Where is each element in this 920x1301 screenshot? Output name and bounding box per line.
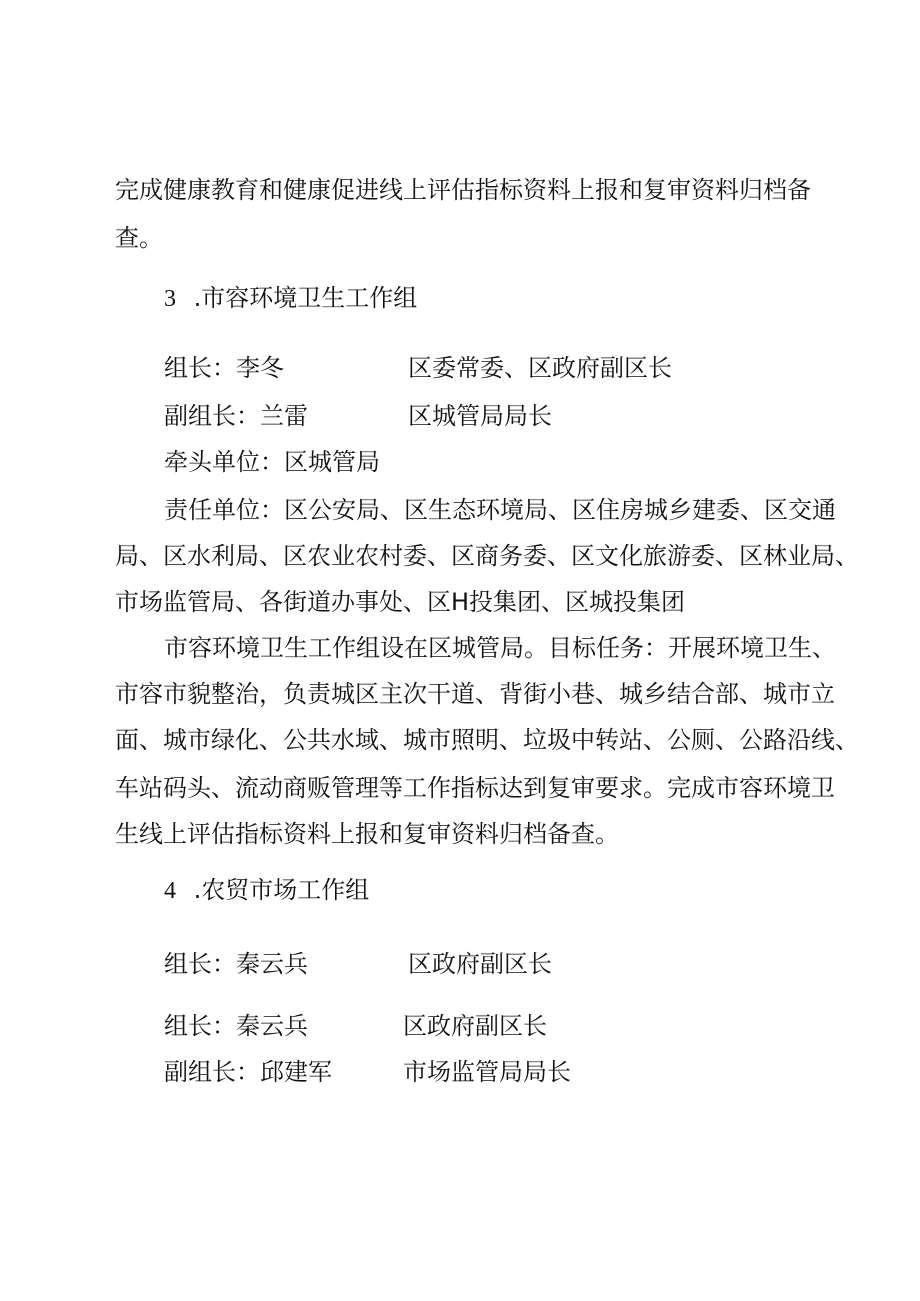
section-3-task-line-3: 面、城市绿化、公共水域、城市照明、垃圾中转站、公厕、公路沿线、 xyxy=(115,726,859,754)
section-3-task-line-2: 市容市貌整治，负责城区主次干道、背街小巷、城乡结合部、城市立 xyxy=(115,680,835,708)
section-3-task-line-5: 生线上评估指标资料上报和复审资料归档备查。 xyxy=(115,820,619,848)
section-3-deputy-label: 副组长：兰雷 xyxy=(164,402,308,430)
section-3-deputy-title: 区城管局局长 xyxy=(408,402,552,430)
intro-line-1: 完成健康教育和健康促进线上评估指标资料上报和复审资料归档备 xyxy=(115,176,811,204)
section-4-deputy-title: 市场监管局局长 xyxy=(403,1058,571,1086)
section-4-heading xyxy=(164,874,369,907)
section-4-leader-2-label: 组长：秦云兵 xyxy=(164,1012,308,1040)
section-3-heading xyxy=(164,282,417,315)
section-3-resp-line-3: 市场监管局、各街道办事处、区H投集团、区城投集团 xyxy=(115,588,686,616)
section-4-title: .农贸市场工作组 xyxy=(193,876,370,904)
section-3-task-line-1: 市容环境卫生工作组设在区城管局。目标任务：开展环境卫生、 xyxy=(164,634,836,662)
section-3-leader-label: 组长：李冬 xyxy=(164,354,284,382)
section-3-resp-line-2: 局、区水利局、区农业农村委、区商务委、区文化旅游委、区林业局、 xyxy=(115,542,859,570)
section-3-leader-title: 区委常委、区政府副区长 xyxy=(408,354,672,382)
section-4-deputy-label: 副组长：邱建军 xyxy=(164,1058,332,1086)
section-3-task-line-4: 车站码头、流动商贩管理等工作指标达到复审要求。完成市容环境卫 xyxy=(115,774,835,802)
section-3-lead-unit: 牵头单位：区城管局 xyxy=(164,448,380,476)
section-4-number: 4 xyxy=(164,878,176,904)
section-4-leader-1-title: 区政府副区长 xyxy=(408,950,552,978)
section-4-leader-1-label: 组长：秦云兵 xyxy=(164,950,308,978)
section-3-number: 3 xyxy=(164,286,176,312)
section-3-title: .市容环境卫生工作组 xyxy=(193,284,418,312)
section-4-leader-2-title: 区政府副区长 xyxy=(403,1012,547,1040)
section-3-resp-line-1: 责任单位：区公安局、区生态环境局、区住房城乡建委、区交通 xyxy=(164,496,836,524)
intro-line-2: 查。 xyxy=(115,224,163,252)
